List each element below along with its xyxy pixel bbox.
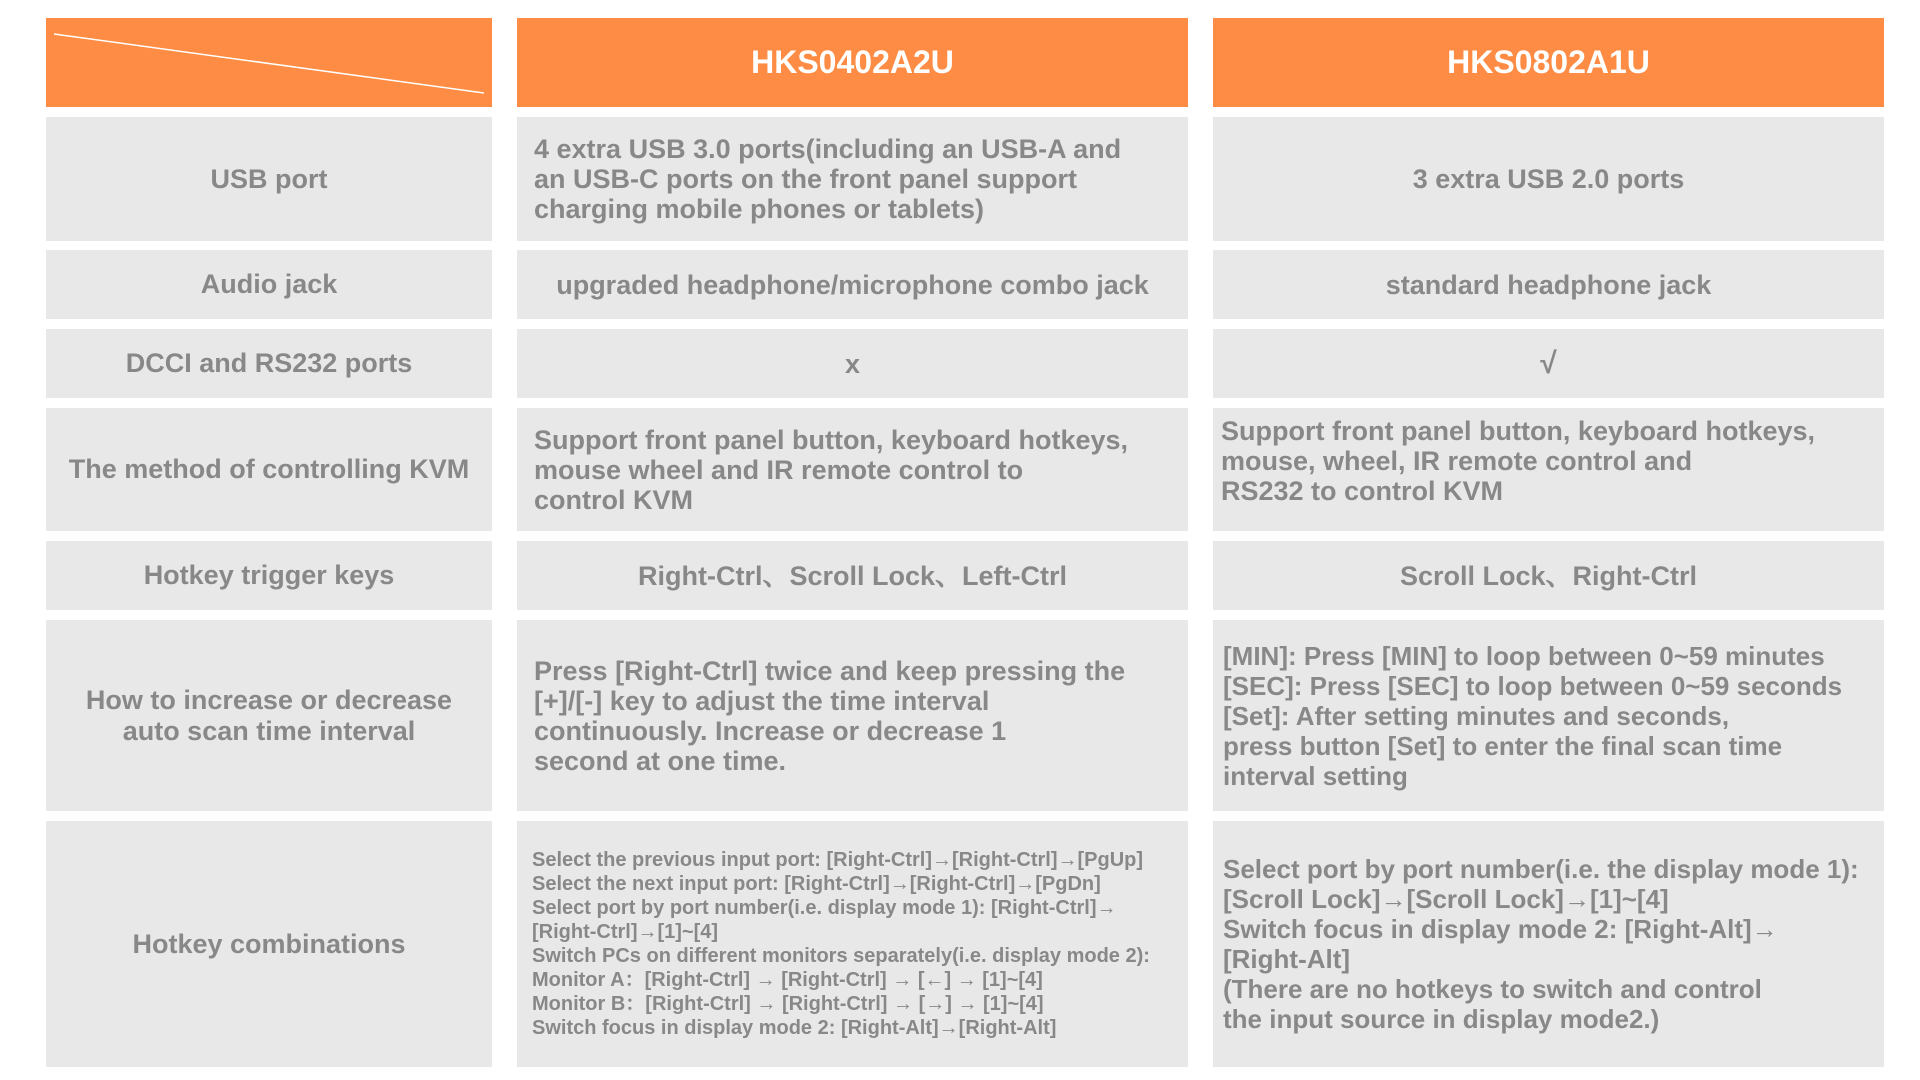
cell-audio-jack-hks0402a2u xyxy=(517,250,1188,319)
column-header-hks0802a1u xyxy=(1213,18,1884,107)
row-label-text: USB port xyxy=(210,163,328,194)
row-label-dcci-rs232 xyxy=(46,329,492,398)
cell-scan-interval-hks0802a1u xyxy=(1213,620,1884,811)
row-label-audio-jack xyxy=(46,250,492,319)
row-label-text: How to increase or decrease auto scan time interval xyxy=(85,684,453,746)
row-label-control-method xyxy=(46,408,492,531)
row-label-text: The method of controlling KVM xyxy=(68,454,470,484)
column-header-label: HKS0402A2U xyxy=(751,44,954,80)
cell-dcci-rs232-hks0802a1u xyxy=(1213,329,1884,398)
row-label-usb-port xyxy=(46,117,492,241)
row-label-hotkey-combinations xyxy=(46,821,492,1067)
row-label-hotkey-trigger xyxy=(46,541,492,610)
row-label-text: Audio jack xyxy=(200,269,338,299)
row-label-scan-interval xyxy=(46,620,492,811)
column-header-hks0402a2u xyxy=(517,18,1188,107)
cell-text: Press [Right-Ctrl] twice and keep pressing the [+]/[-] key to adjust the time interval continuously. Increase or decrease 1 second at one time. xyxy=(534,655,1126,776)
supported-checkmark: √ xyxy=(1540,346,1557,380)
cell-text: Support front panel button, keyboard hotkeys, mouse, wheel, IR remote control and RS232 to control KVM xyxy=(1221,416,1816,506)
cell-text: Right-Ctrl、Scroll Lock、Left-Ctrl xyxy=(638,560,1067,591)
row-label-text: DCCI and RS232 ports xyxy=(125,348,413,378)
diagonal-divider xyxy=(46,18,492,107)
cell-hotkey-trigger-hks0402a2u xyxy=(517,541,1188,610)
cell-hotkey-trigger-hks0802a1u xyxy=(1213,541,1884,610)
cell-usb-port-hks0802a1u xyxy=(1213,117,1884,241)
row-label-text: Hotkey trigger keys xyxy=(143,560,395,590)
cell-scan-interval-hks0402a2u xyxy=(517,620,1188,811)
cell-usb-port-hks0402a2u xyxy=(517,117,1188,241)
cell-control-method-hks0802a1u xyxy=(1213,408,1884,531)
cell-audio-jack-hks0802a1u xyxy=(1213,250,1884,319)
cell-control-method-hks0402a2u xyxy=(517,408,1188,531)
cell-text: Select the previous input port: [Right-Ctrl]→[Right-Ctrl]→[PgUp] Select the next input port: [Right-Ctrl]→[Right-Ctrl]→[PgDn] Select port by port number(i.e. display mode 1): [Right-Ctrl]→ [Right-Ctrl]→[1]~[4] Switch PCs on different monitors separately(i.e. display mode 2): Monitor A：[Right-Ctrl] → [Right-Ctrl] → [←] → [1]~[4] Monitor B：[Right-Ctrl] → [Right-Ctrl] → [→] → [1]~[4] Switch focus in display mode 2: [Right-Alt]→[Right-Alt] xyxy=(532,849,1150,1039)
cell-text: Select port by port number(i.e. the display mode 1): [Scroll Lock]→[Scroll Lock]→[1]~[4] Switch focus in display mode 2: [Right-Alt]→ [Right-Alt] (There are no hotkeys to switch and control the input source in display mode2.) xyxy=(1223,854,1859,1034)
cell-text: Scroll Lock、Right-Ctrl xyxy=(1399,560,1697,591)
unsupported-mark: x xyxy=(844,348,861,379)
cell-text: Support front panel button, keyboard hotkeys, mouse wheel and IR remote control to control KVM xyxy=(534,424,1129,515)
cell-text: standard headphone jack xyxy=(1385,269,1712,300)
cell-hotkey-combinations-hks0802a1u xyxy=(1213,821,1884,1067)
cell-hotkey-combinations-hks0402a2u xyxy=(517,821,1188,1067)
cell-text: upgraded headphone/microphone combo jack xyxy=(556,269,1149,300)
cell-text: 3 extra USB 2.0 ports xyxy=(1412,164,1685,194)
cell-dcci-rs232-hks0402a2u xyxy=(517,329,1188,398)
column-header-label: HKS0802A1U xyxy=(1447,44,1650,80)
table-corner-cell xyxy=(46,18,492,107)
cell-text: [MIN]: Press [MIN] to loop between 0~59 minutes [SEC]: Press [SEC] to loop between 0~59 seconds [Set]: After setting minutes and seconds, press button [Set] to enter the final scan time interval setting xyxy=(1223,640,1843,791)
row-label-text: Hotkey combinations xyxy=(132,928,406,959)
cell-text: 4 extra USB 3.0 ports(including an USB-A and an USB-C ports on the front panel support charging mobile phones or tablets) xyxy=(534,134,1122,224)
